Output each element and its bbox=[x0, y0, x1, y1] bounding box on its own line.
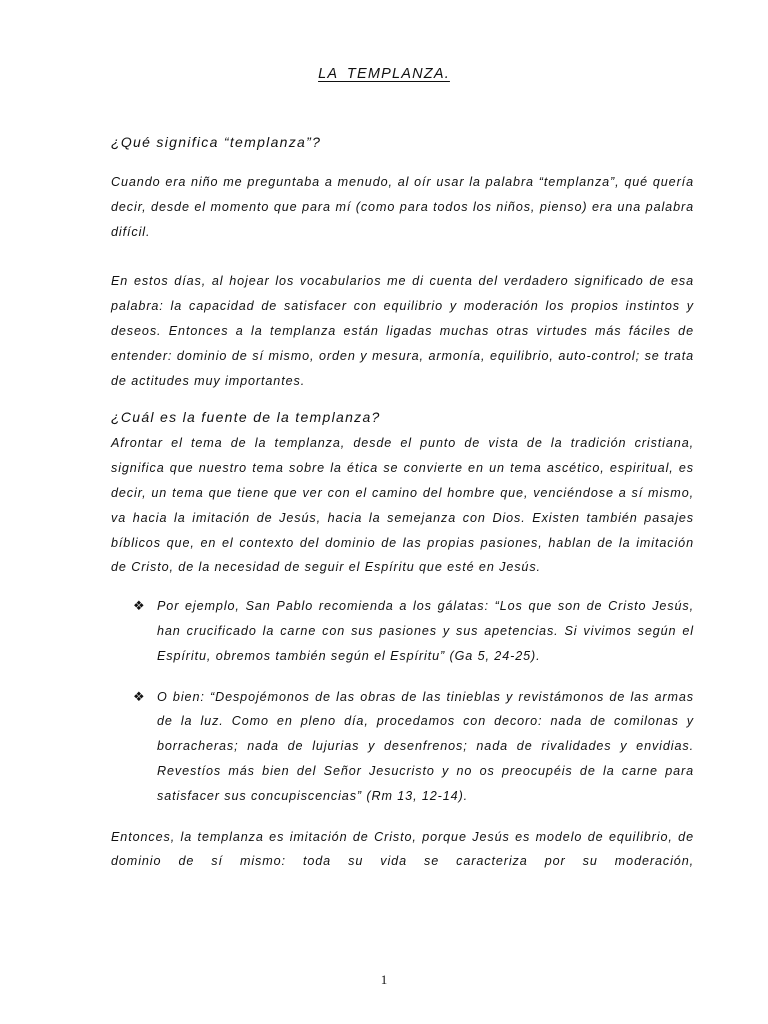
page-number: 1 bbox=[380, 972, 388, 987]
bullet-text-romanos: O bien: “Despojémonos de las obras de las tinieblas y revistámonos de las armas de la luz. Como en pleno día, procedamos con decoro: nada de comilonas y borracheras; nada de lujurias y desenfrenos; nada de rivalidades y envidias. Revestíos más bien del Señor Jesucristo y no os preocupéis de la carne para satisfacer sus concupiscencias” (Rm 13, 12-14). bbox=[157, 689, 694, 803]
bullet-text-galatas: Por ejemplo, San Pablo recomienda a los gálatas: “Los que son de Cristo Jesús, han crucificado la carne con sus pasiones y sus apetencias. Si vivimos según el Espíritu, obremos también según el Espíritu” (Ga 5, 24-25). bbox=[157, 599, 694, 663]
diamond-bullet-icon: ❖ bbox=[133, 598, 145, 614]
paragraph-imitation-of-christ: Entonces, la templanza es imitación de Cristo, porque Jesús es modelo de equilibrio, de dominio de sí mismo: toda su vida se caracteriza por su moderación, bbox=[111, 829, 694, 869]
paragraph-childhood: Cuando era niño me preguntaba a menudo, al oír usar la palabra “templanza”, qué quería decir, desde el momento que para mí (como para todos los niños, pienso) era una palabra difícil. bbox=[111, 175, 694, 239]
section-heading-meaning: ¿Qué significa “templanza”? bbox=[111, 134, 322, 150]
paragraph-christian-tradition: Afrontar el tema de la templanza, desde el punto de vista de la tradición cristiana, significa que nuestro tema sobre la ética se convierte en un tema ascético, espiritual, es decir, un tema que tiene que ver con el camino del hombre que, venciéndose a sí mismo, va hacia la imitación de Jesús, hacia la semejanza con Dios. Existen también pasajes bíblicos que, en el contexto del dominio de las propias pasiones, hablan de la imitación de Cristo, de la necesidad de seguir el Espíritu que esté en Jesús. bbox=[111, 436, 694, 575]
document-title bbox=[0, 66, 768, 82]
diamond-bullet-icon: ❖ bbox=[133, 688, 145, 704]
document-title-text: LA TEMPLANZA. bbox=[318, 66, 450, 82]
section-heading-source: ¿Cuál es la fuente de la templanza? bbox=[111, 409, 381, 426]
paragraph-definition: En estos días, al hojear los vocabularios me di cuenta del verdadero significado de esa palabra: la capacidad de satisfacer con equilibrio y moderación los propios instintos y deseos. Entonces a la templanza están ligadas muchas otras virtudes más fáciles de entender: dominio de sí mismo, orden y mesura, armonía, equilibrio, auto-control; se trata de actitudes muy importantes. bbox=[111, 274, 694, 388]
list-item bbox=[111, 685, 694, 809]
document-body bbox=[111, 120, 694, 874]
bullet-list bbox=[111, 594, 694, 808]
list-item bbox=[111, 594, 694, 668]
